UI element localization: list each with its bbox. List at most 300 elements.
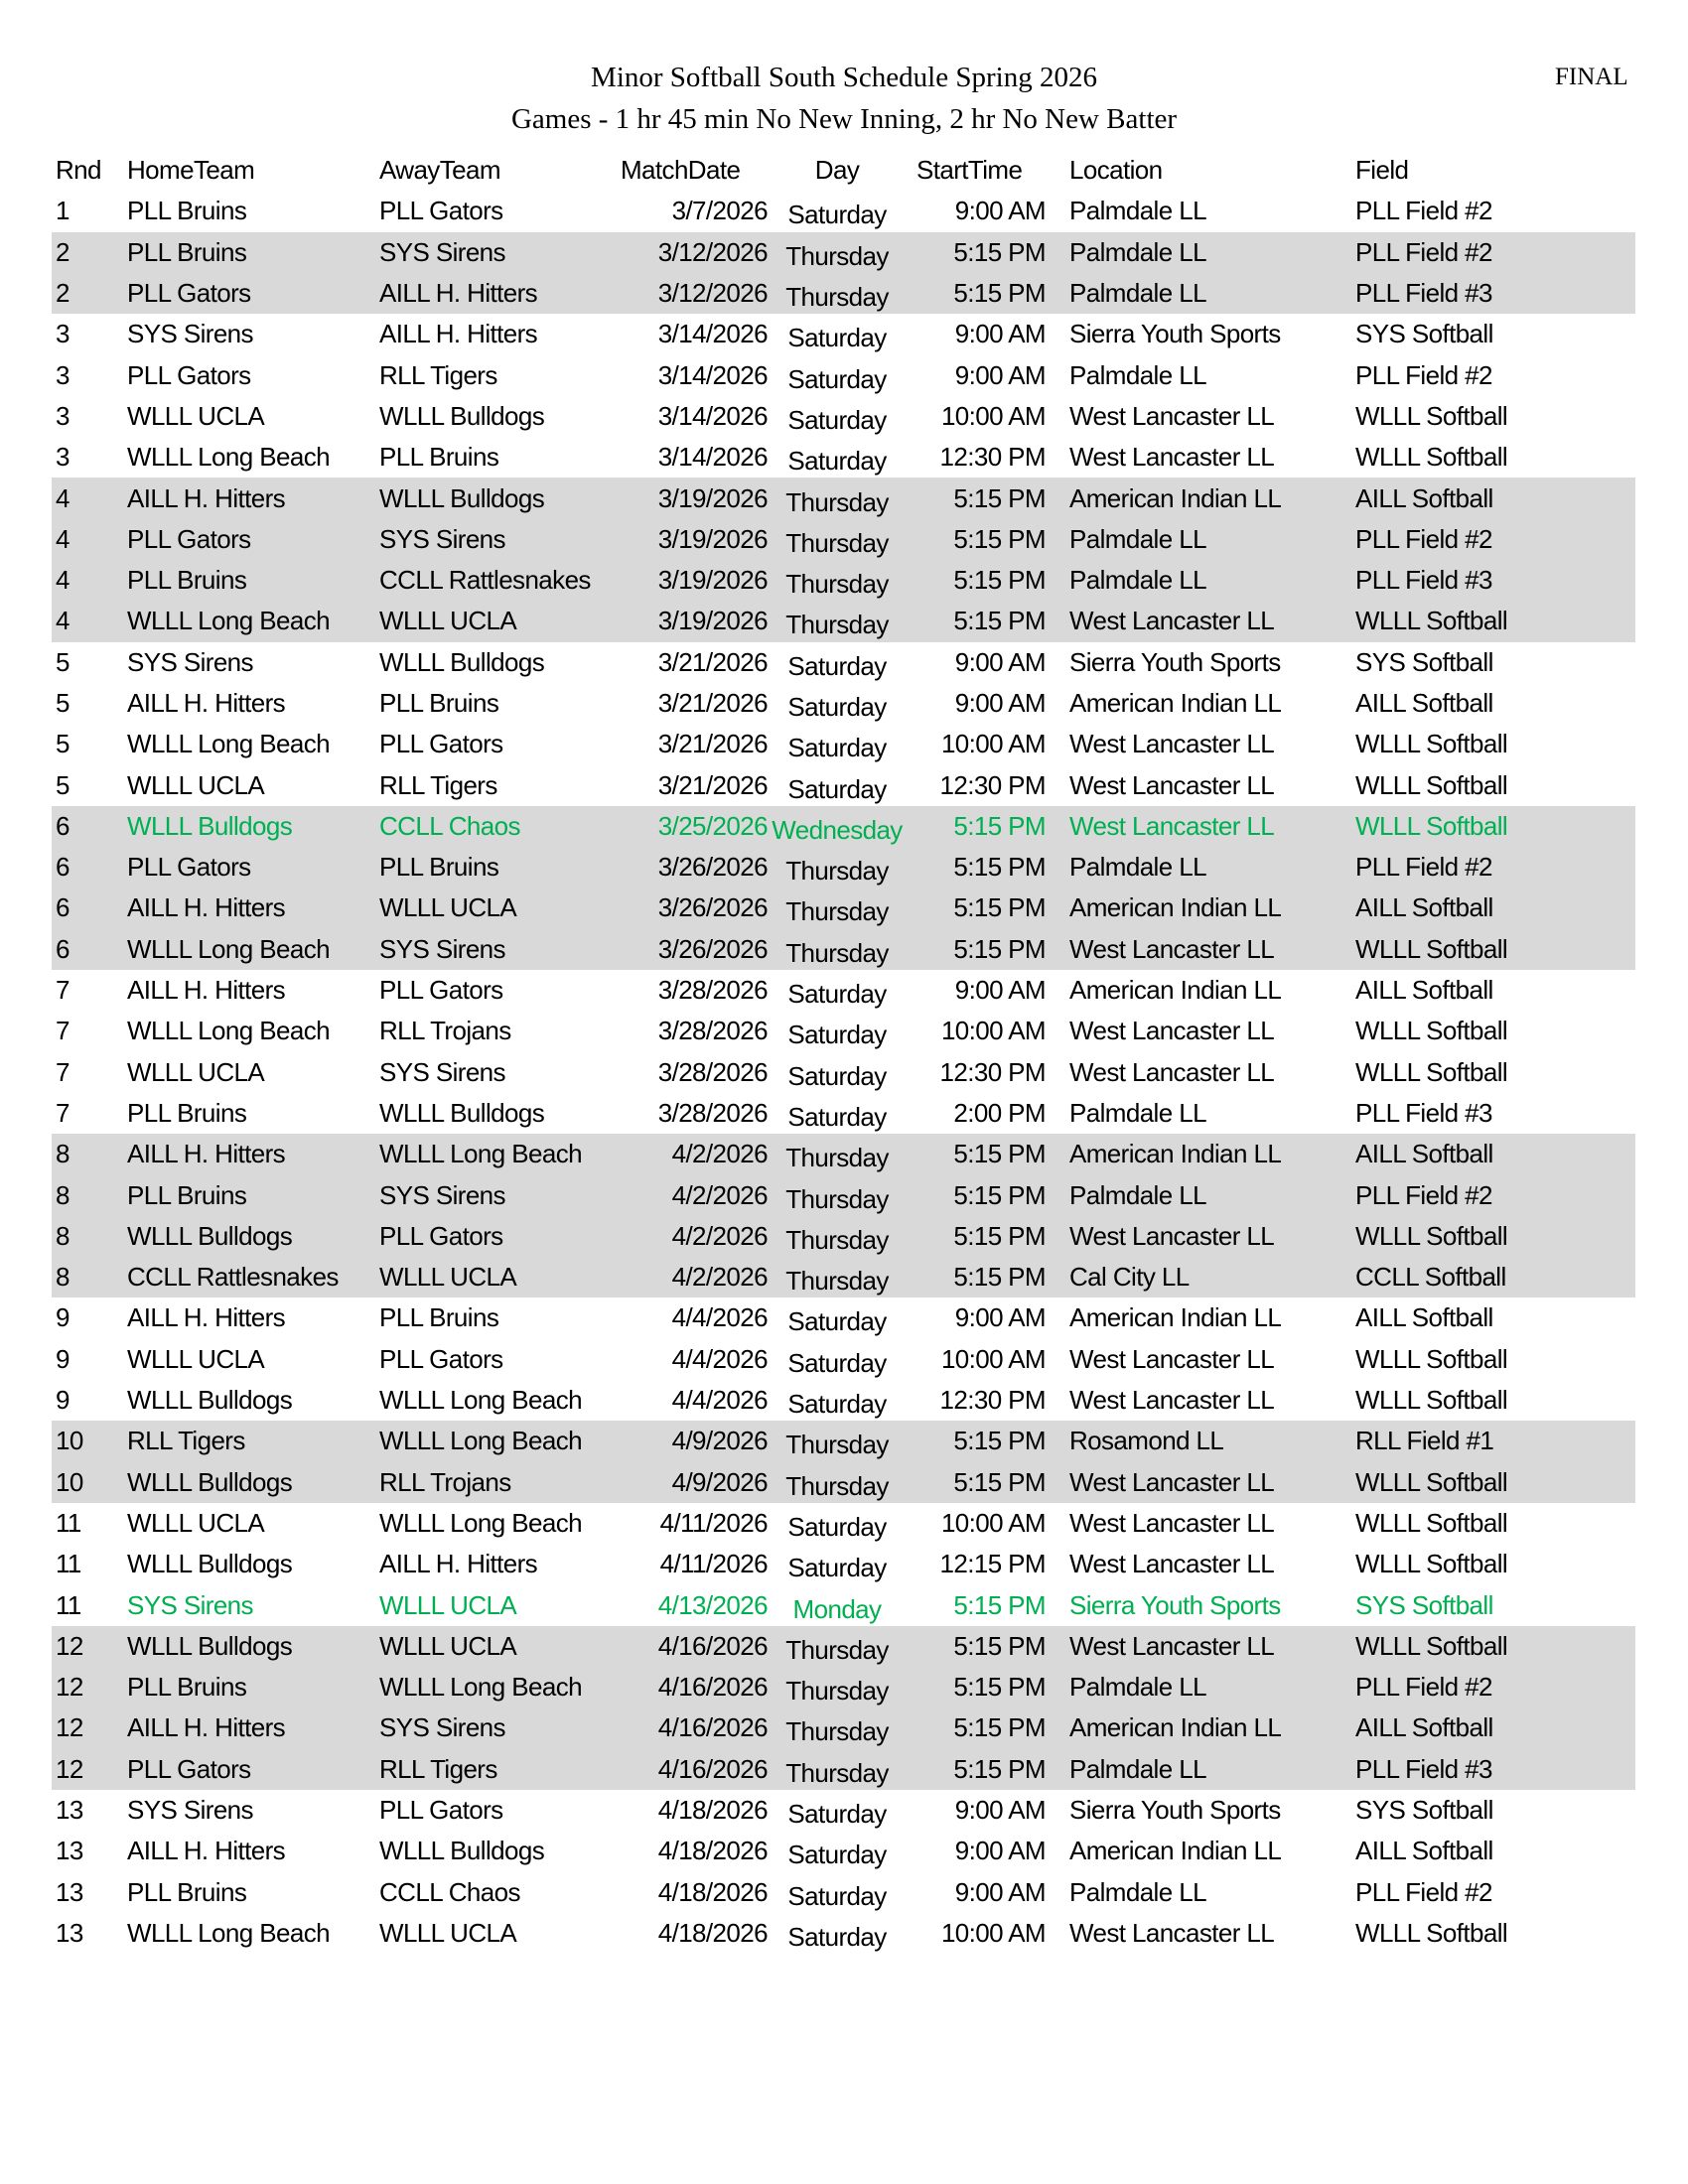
cell-home-team: WLLL Bulldogs [127,806,379,847]
cell-rnd: 13 [56,1876,83,1907]
cell-away-team: PLL Bruins [379,847,608,887]
cell-day [768,191,907,231]
table-row [52,1216,1635,1257]
cell-away-team: WLLL UCLA [379,1917,517,1948]
cell-rnd: 8 [52,1174,127,1215]
cell-field: AILL Softball [1355,478,1635,518]
cell-away-team: WLLL Long Beach [379,1385,582,1416]
cell-field: PLL Field #3 [1355,1749,1635,1790]
cell-day [768,1503,907,1544]
col-header-location: Location [1069,155,1163,186]
cell-field: WLLL Softball [1355,1462,1635,1503]
day-text: Saturday [787,323,887,353]
cell-location: Palmdale LL [1063,232,1355,273]
cell-day [768,847,907,887]
day-text: Thursday [785,1676,889,1706]
cell-field: SYS Softball [1355,319,1493,349]
cell-home-team: PLL Bruins [127,196,247,226]
cell-day [768,1174,907,1215]
page-subtitle: Games - 1 hr 45 min No New Inning, 2 hr No New Batter [510,103,1178,135]
cell-home-team: AILL H. Hitters [127,688,286,718]
cell-location: West Lancaster LL [1063,929,1355,970]
cell-day [768,1380,907,1421]
cell-home-team: PLL Bruins [127,1174,379,1215]
cell-home-team: AILL H. Hitters [127,1302,286,1333]
cell-home-team: PLL Bruins [127,1876,247,1907]
cell-rnd: 12 [52,1707,127,1748]
col-header-away-team: AwayTeam [379,155,500,186]
cell-home-team: SYS Sirens [127,319,253,349]
cell-rnd: 2 [52,232,127,273]
col-header-home-team: HomeTeam [127,155,255,186]
day-text: Thursday [785,856,889,887]
cell-home-team: PLL Gators [127,359,251,390]
cell-day [768,1913,907,1954]
cell-day [768,1257,907,1297]
cell-location: Palmdale LL [1063,1749,1355,1790]
col-header-rnd: Rnd [56,155,101,186]
cell-field: PLL Field #3 [1355,560,1635,601]
cell-start-time: 5:15 PM [907,1749,1063,1790]
day-text: Thursday [785,1470,889,1501]
day-text: Thursday [785,282,889,313]
cell-home-team: SYS Sirens [127,1795,253,1826]
cell-field: PLL Field #3 [1355,273,1635,314]
cell-match-date: 3/14/2026 [657,442,768,473]
cell-location: West Lancaster LL [1069,1917,1275,1948]
cell-match-date: 3/19/2026 [608,560,768,601]
cell-field: WLLL Softball [1355,1626,1635,1667]
cell-field: SYS Softball [1355,1795,1493,1826]
table-row [52,354,1635,395]
cell-away-team: PLL Gators [379,975,503,1006]
day-text: Monday [792,1593,882,1624]
cell-location: West Lancaster LL [1069,1507,1275,1538]
cell-start-time: 9:00 AM [954,1876,1046,1907]
cell-start-time: 10:00 AM [940,729,1046,759]
cell-location: West Lancaster LL [1069,442,1275,473]
day-text: Thursday [785,1430,889,1460]
day-text: Thursday [785,1224,889,1255]
cell-match-date: 3/21/2026 [657,769,768,800]
cell-match-date: 4/18/2026 [657,1795,768,1826]
table-row [52,519,1635,560]
day-text: Thursday [785,569,889,600]
cell-field: WLLL Softball [1355,1507,1508,1538]
cell-location: American Indian LL [1063,1134,1355,1174]
cell-start-time: 10:00 AM [940,1917,1046,1948]
cell-location: Palmdale LL [1069,196,1206,226]
cell-match-date: 3/14/2026 [657,319,768,349]
cell-day [768,314,907,354]
cell-field: RLL Field #1 [1355,1421,1635,1461]
table-row [52,1052,1635,1093]
table-row [52,806,1635,847]
cell-day [768,1790,907,1831]
cell-field: AILL Softball [1355,1836,1493,1866]
table-row [52,1297,1635,1338]
day-text: Saturday [787,1840,887,1870]
day-text: Wednesday [772,814,903,845]
cell-location: West Lancaster LL [1069,1016,1275,1046]
cell-home-team: AILL H. Hitters [127,975,286,1006]
cell-away-team: CCLL Rattlesnakes [379,560,608,601]
cell-location: American Indian LL [1069,1302,1282,1333]
cell-match-date: 3/28/2026 [657,1016,768,1046]
cell-away-team: RLL Trojans [379,1016,511,1046]
cell-rnd: 4 [52,519,127,560]
cell-rnd: 7 [56,1097,70,1128]
header-row [52,150,1635,191]
day-text: Saturday [787,650,887,681]
cell-rnd: 11 [56,1589,81,1620]
table-row [52,1257,1635,1297]
cell-day [768,1093,907,1134]
cell-day [768,1831,907,1871]
cell-day [768,1297,907,1338]
table-row [52,683,1635,724]
cell-match-date: 4/4/2026 [671,1302,768,1333]
cell-rnd: 3 [56,319,70,349]
day-text: Saturday [787,692,887,722]
cell-start-time: 5:15 PM [907,560,1063,601]
table-row [52,970,1635,1011]
cell-home-team: AILL H. Hitters [127,1836,286,1866]
cell-match-date: 4/16/2026 [608,1749,768,1790]
cell-day [768,519,907,560]
cell-rnd: 1 [56,196,70,226]
cell-rnd: 12 [52,1749,127,1790]
cell-rnd: 11 [56,1549,81,1579]
day-text: Thursday [785,486,889,517]
cell-day [768,354,907,395]
cell-away-team: PLL Gators [379,1343,503,1374]
day-text: Saturday [787,733,887,763]
cell-away-team: WLLL Bulldogs [379,1097,545,1128]
cell-match-date: 3/19/2026 [608,519,768,560]
cell-start-time: 12:30 PM [939,1056,1046,1087]
table-row [52,1913,1635,1954]
cell-start-time: 5:15 PM [907,1174,1063,1215]
col-header-day: Day [814,155,860,186]
cell-away-team: SYS Sirens [379,232,608,273]
cell-location: West Lancaster LL [1069,1343,1275,1374]
cell-away-team: SYS Sirens [379,1707,608,1748]
cell-match-date: 4/2/2026 [608,1134,768,1174]
cell-day [768,929,907,970]
cell-location: Cal City LL [1063,1257,1355,1297]
cell-home-team: WLLL UCLA [127,1343,265,1374]
cell-start-time: 9:00 AM [954,1795,1046,1826]
cell-field: WLLL Softball [1355,400,1508,431]
day-text: Saturday [787,1799,887,1830]
cell-day [768,1584,907,1625]
cell-location: Palmdale LL [1069,359,1206,390]
day-text: Saturday [787,446,887,477]
cell-match-date: 3/14/2026 [657,400,768,431]
cell-day [768,1216,907,1257]
cell-field: WLLL Softball [1355,601,1635,641]
cell-rnd: 4 [52,560,127,601]
day-text: Saturday [787,1511,887,1542]
cell-away-team: RLL Tigers [379,769,497,800]
cell-home-team: WLLL UCLA [127,1056,265,1087]
cell-location: West Lancaster LL [1063,1626,1355,1667]
cell-day [768,396,907,437]
cell-home-team: WLLL Long Beach [127,442,330,473]
cell-rnd: 10 [52,1421,127,1461]
cell-away-team: AILL H. Hitters [379,1549,538,1579]
cell-home-team: WLLL Long Beach [127,729,330,759]
table-row [52,929,1635,970]
cell-location: Rosamond LL [1063,1421,1355,1461]
cell-field: PLL Field #2 [1355,1667,1635,1707]
cell-start-time: 5:15 PM [907,929,1063,970]
cell-rnd: 5 [56,646,70,677]
table-row [52,560,1635,601]
cell-match-date: 3/28/2026 [657,1097,768,1128]
table-row [52,1134,1635,1174]
day-text: Saturday [787,1389,887,1420]
cell-rnd: 9 [56,1343,70,1374]
cell-away-team: SYS Sirens [379,929,608,970]
cell-home-team: WLLL Long Beach [127,601,379,641]
cell-field: PLL Field #2 [1355,359,1492,390]
cell-home-team: AILL H. Hitters [127,887,379,928]
cell-rnd: 11 [56,1507,81,1538]
cell-away-team: SYS Sirens [379,519,608,560]
cell-day [768,806,907,847]
cell-match-date: 3/21/2026 [657,646,768,677]
cell-start-time: 5:15 PM [907,887,1063,928]
cell-location: West Lancaster LL [1069,400,1275,431]
cell-field: SYS Softball [1355,646,1493,677]
cell-field: PLL Field #2 [1355,519,1635,560]
cell-start-time: 5:15 PM [907,1257,1063,1297]
cell-rnd: 6 [52,929,127,970]
day-text: Thursday [785,527,889,558]
cell-match-date: 3/12/2026 [608,232,768,273]
cell-location: Palmdale LL [1069,1097,1206,1128]
cell-match-date: 4/9/2026 [608,1462,768,1503]
day-text: Saturday [787,1347,887,1378]
cell-match-date: 3/21/2026 [657,729,768,759]
day-text: Saturday [787,773,887,804]
day-text: Thursday [785,1183,889,1214]
cell-rnd: 12 [52,1626,127,1667]
cell-location: West Lancaster LL [1063,1216,1355,1257]
cell-field: AILL Softball [1355,975,1493,1006]
cell-rnd: 6 [52,847,127,887]
cell-day [768,642,907,683]
table-row [52,1011,1635,1051]
cell-day [768,1707,907,1748]
cell-field: PLL Field #2 [1355,196,1492,226]
cell-home-team: CCLL Rattlesnakes [127,1257,379,1297]
table-row [52,1584,1635,1625]
cell-start-time: 12:15 PM [939,1549,1046,1579]
cell-location: West Lancaster LL [1069,769,1275,800]
cell-day [768,1626,907,1667]
cell-rnd: 5 [56,688,70,718]
cell-rnd: 9 [56,1385,70,1416]
cell-field: AILL Softball [1355,1134,1635,1174]
day-text: Saturday [787,1306,887,1337]
cell-away-team: WLLL UCLA [379,1626,608,1667]
cell-away-team: WLLL Long Beach [379,1134,608,1174]
cell-day [768,437,907,478]
cell-match-date: 4/11/2026 [659,1549,768,1579]
cell-start-time: 9:00 AM [954,196,1046,226]
cell-away-team: RLL Tigers [379,359,497,390]
table-row [52,1421,1635,1461]
cell-location: Palmdale LL [1069,1876,1206,1907]
cell-start-time: 9:00 AM [954,646,1046,677]
cell-home-team: RLL Tigers [127,1421,379,1461]
table-row [52,887,1635,928]
cell-rnd: 8 [52,1257,127,1297]
cell-day [768,601,907,641]
cell-away-team: PLL Gators [379,729,503,759]
cell-location: American Indian LL [1069,975,1282,1006]
cell-day [768,478,907,518]
cell-location: West Lancaster LL [1069,1385,1275,1416]
cell-start-time: 12:30 PM [939,1385,1046,1416]
cell-start-time: 9:00 AM [954,319,1046,349]
cell-home-team: PLL Bruins [127,560,379,601]
cell-rnd: 13 [56,1836,83,1866]
cell-away-team: WLLL Long Beach [379,1421,608,1461]
cell-day [768,1339,907,1380]
cell-home-team: WLLL Long Beach [127,1016,330,1046]
cell-rnd: 4 [52,478,127,518]
day-text: Thursday [785,1634,889,1665]
cell-field: WLLL Softball [1355,929,1635,970]
cell-location: Palmdale LL [1063,273,1355,314]
cell-field: WLLL Softball [1355,1343,1508,1374]
cell-home-team: PLL Bruins [127,1097,247,1128]
cell-start-time: 9:00 AM [954,688,1046,718]
cell-rnd: 3 [56,359,70,390]
cell-day [768,1749,907,1790]
cell-home-team: PLL Gators [127,273,379,314]
schedule-table [52,150,1635,1954]
cell-away-team: SYS Sirens [379,1174,608,1215]
cell-field: PLL Field #2 [1355,1174,1635,1215]
cell-location: American Indian LL [1069,688,1282,718]
cell-away-team: PLL Bruins [379,1302,499,1333]
day-text: Saturday [787,1060,887,1091]
day-text: Saturday [787,1020,887,1050]
cell-start-time: 5:15 PM [907,1134,1063,1174]
cell-day [768,1134,907,1174]
day-text: Thursday [785,937,889,968]
cell-start-time: 5:15 PM [907,847,1063,887]
table-row [52,1339,1635,1380]
cell-away-team: PLL Gators [379,1216,608,1257]
cell-rnd: 13 [56,1795,83,1826]
cell-away-team: WLLL Long Beach [379,1507,582,1538]
table-row [52,1503,1635,1544]
cell-match-date: 3/14/2026 [657,359,768,390]
day-text: Saturday [787,363,887,394]
cell-location: West Lancaster LL [1069,1056,1275,1087]
cell-home-team: WLLL UCLA [127,400,265,431]
cell-start-time: 5:15 PM [907,232,1063,273]
cell-start-time: 5:15 PM [907,601,1063,641]
table-row [52,1626,1635,1667]
cell-start-time: 5:15 PM [907,1667,1063,1707]
cell-field: WLLL Softball [1355,1385,1508,1416]
cell-match-date: 4/2/2026 [608,1257,768,1297]
cell-rnd: 5 [56,729,70,759]
table-row [52,478,1635,518]
cell-away-team: WLLL UCLA [379,1257,608,1297]
cell-home-team: WLLL Long Beach [127,929,379,970]
cell-away-team: WLLL UCLA [379,601,608,641]
cell-day [768,724,907,764]
cell-field: WLLL Softball [1355,1056,1508,1087]
cell-field: WLLL Softball [1355,1917,1508,1948]
cell-field: WLLL Softball [1355,1216,1635,1257]
cell-start-time: 5:15 PM [907,1216,1063,1257]
cell-day [768,764,907,805]
cell-day [768,1544,907,1584]
cell-field: SYS Softball [1355,1589,1493,1620]
cell-match-date: 3/28/2026 [657,1056,768,1087]
cell-field: WLLL Softball [1355,1549,1508,1579]
day-text: Thursday [785,610,889,640]
cell-day [768,1052,907,1093]
cell-location: Sierra Youth Sports [1069,1795,1281,1826]
cell-rnd: 5 [56,769,70,800]
cell-start-time: 5:15 PM [907,1707,1063,1748]
cell-location: American Indian LL [1069,1836,1282,1866]
table-row [52,273,1635,314]
day-text: Saturday [787,1553,887,1583]
cell-match-date: 4/2/2026 [608,1174,768,1215]
cell-away-team: WLLL Bulldogs [379,478,608,518]
cell-start-time: 5:15 PM [907,273,1063,314]
cell-away-team: CCLL Chaos [379,1876,520,1907]
cell-home-team: WLLL Bulldogs [127,1462,379,1503]
cell-home-team: SYS Sirens [127,646,253,677]
cell-start-time: 10:00 AM [940,400,1046,431]
cell-day [768,232,907,273]
cell-home-team: WLLL Bulldogs [127,1626,379,1667]
cell-away-team: PLL Gators [379,1795,503,1826]
cell-location: American Indian LL [1063,1707,1355,1748]
cell-location: Palmdale LL [1063,847,1355,887]
cell-match-date: 4/4/2026 [671,1385,768,1416]
cell-start-time: 5:15 PM [907,478,1063,518]
cell-away-team: RLL Tigers [379,1749,608,1790]
cell-home-team: AILL H. Hitters [127,1707,379,1748]
cell-home-team: PLL Gators [127,519,379,560]
cell-home-team: WLLL Long Beach [127,1917,330,1948]
table-row [52,1831,1635,1871]
table-row [52,396,1635,437]
cell-away-team: SYS Sirens [379,1056,505,1087]
cell-location: West Lancaster LL [1063,1462,1355,1503]
table-row [52,232,1635,273]
col-header-start-time: StartTime [916,155,1023,186]
cell-rnd: 7 [56,1056,70,1087]
cell-away-team: WLLL Long Beach [379,1667,608,1707]
cell-match-date: 4/18/2026 [657,1917,768,1948]
day-text: Thursday [785,1266,889,1297]
cell-location: West Lancaster LL [1069,729,1275,759]
